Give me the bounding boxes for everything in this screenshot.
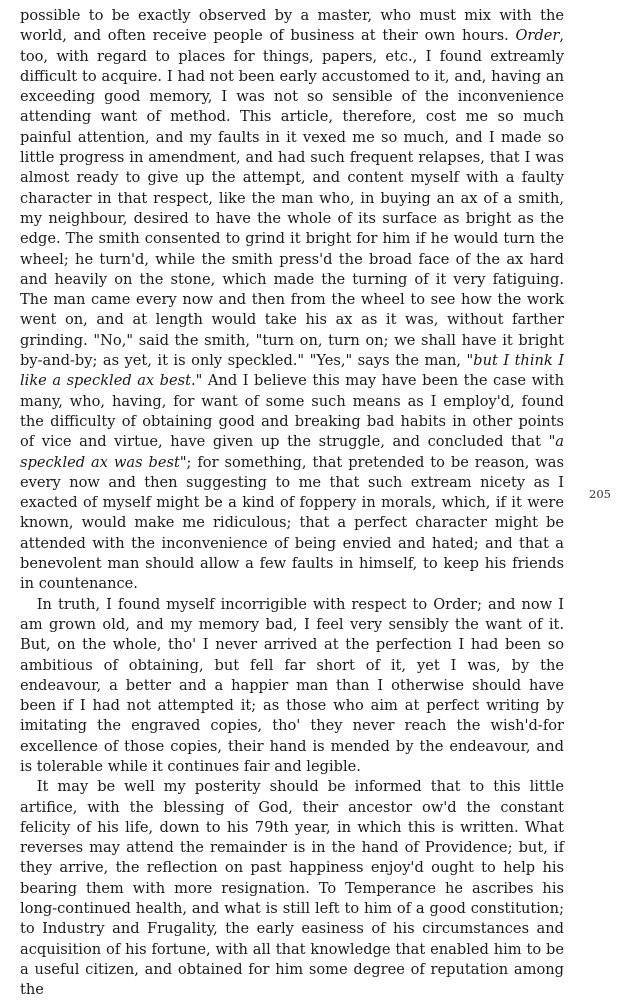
- italic-text-run: a speckled ax was best: [20, 433, 564, 471]
- text-run: "; for something, that pretended to be reason, was every now and then suggesting to me that such extream nicety as I exacted of myself might be a kind of foppery in morals, which, if it were known, would make me ridiculous; that a perfect character might be attended with the inconvenience of being envied and hated; and that a benevolent man should allow a few faults in himself, to keep his friends in countenance.: [20, 453, 564, 593]
- text-run: It may be well my posterity should be informed that to this little artifice, with the blessing of God, their ancestor ow'd the constant felicity of his life, down to his 79th year, in which this is written. What reverses may attend the remainder is in the hand of Providence; but, if they arrive, the reflection on past happiness enjoy'd ought to help his bearing them with more resignation. To Temperance he ascribes his long-continued health, and what is still left to him of a good constitution; to Industry and Frugality, the early easiness of his circumstances and acquisition of his fortune, with all that knowledge that enabled him to be a useful citizen, and obtained for him some degree of reputation among the: [20, 778, 564, 999]
- text-run: , too, with regard to places for things, papers, etc., I found extreamly difficult to acquire. I had not been early accustomed to it, and, having an exceeding good memory, I was not so sensible of the inconvenience attending want of method. This article, therefore, cost me so much painful attention, and my faults in it vexed me so much, and I made so little progress in amendment, and had such frequent relapses, that I was almost ready to give up the attempt, and content myself with a faulty character in that respect, like the man who, in buying an ax of a smith, my neighbour, desired to have the whole of its surface as bright as the edge. The smith consented to grind it bright for him if he would turn the wheel; he turn'd, while the smith press'd the broad face of the ax hard and heavily on the stone, which made the turning of it very fatiguing. The man came every now and then from the wheel to see how the work went on, and at length would take his ax as it was, without farther grinding. "No," said the smith, "turn on, turn on; we shall have it bright by-and-by; as yet, it is only speckled." "Yes," says the man, ": [20, 27, 564, 370]
- text-run: ." And I believe this may have been the case with many, who, having, for want of some such means as I employ'd, found the difficulty of obtaining good and breaking bad habits in other points of vice and virtue, have given up the struggle, and concluded that ": [20, 372, 565, 451]
- paragraph-3: [20, 777, 564, 1000]
- page-number: 205: [589, 487, 611, 501]
- italic-text-run: Order: [515, 27, 560, 45]
- italic-text-run: but I think I like a speckled ax best: [20, 352, 564, 390]
- page-body: [20, 6, 564, 1001]
- text-run: In truth, I found myself incorrigible with respect to Order; and now I am grown old, and my memory bad, I feel very sensibly the want of it. But, on the whole, tho' I never arrived at the perfection I had been so ambitious of obtaining, but fell far short of it, yet I was, by the endeavour, a better and a happier man than I otherwise should have been if I had not attempted it; as those who aim at perfect writing by imitating the engraved copies, tho' they never reach the wish'd-for excellence of those copies, their hand is mended by the endeavour, and is tolerable while it continues fair and legible.: [20, 595, 564, 775]
- paragraph-1: [20, 6, 564, 595]
- paragraph-2: [20, 595, 564, 778]
- text-run: possible to be exactly observed by a master, who must mix with the world, and often receive people of business at their own hours.: [20, 7, 564, 45]
